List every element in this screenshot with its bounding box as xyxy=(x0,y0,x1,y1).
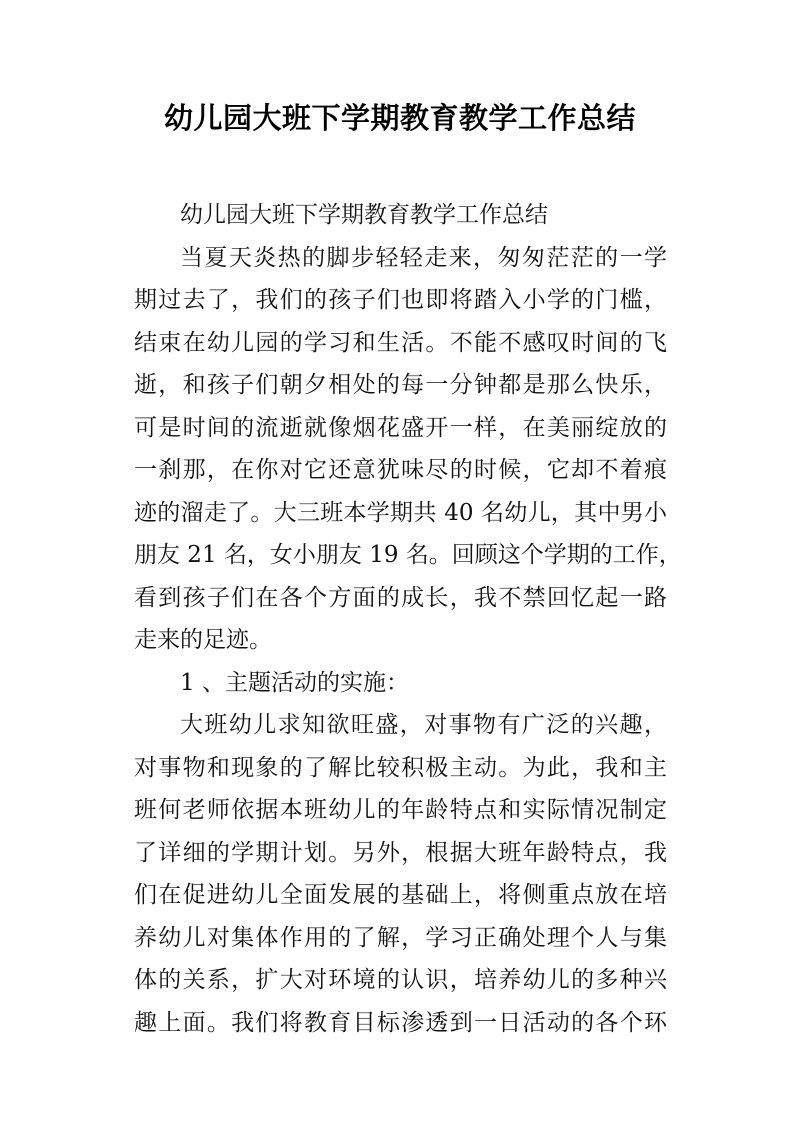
body-line: 趣上面。我们将教育目标渗透到一日活动的各个环 xyxy=(134,1009,667,1036)
body-line: 当夏天炎热的脚步轻轻走来，匆匆茫茫的一学 xyxy=(180,244,667,271)
body-line: 朋友 21 名，女小朋友 19 名。回顾这个学期的工作， xyxy=(134,542,682,568)
body-line: 大班幼儿求知欲旺盛，对事物有广泛的兴趣， xyxy=(180,712,667,738)
body-line: 体的关系，扩大对环境的认识，培养幼儿的多种兴 xyxy=(134,967,667,993)
body-line: 走来的足迹。 xyxy=(134,627,272,653)
body-line: 看到孩子们在各个方面的成长，我不禁回忆起一路 xyxy=(134,584,667,611)
body-line: 可是时间的流逝就像烟花盛开一样，在美丽绽放的 xyxy=(134,414,667,441)
document-body xyxy=(134,194,682,1044)
body-line: 了详细的学期计划。另外，根据大班年龄特点，我 xyxy=(134,839,667,866)
document-title: 幼儿园大班下学期教育教学工作总结 xyxy=(163,101,636,135)
body-line: 一刹那，在你对它还意犹味尽的时候，它却不着痕 xyxy=(134,457,667,483)
body-line: 对事物和现象的了解比较积极主动。为此，我和主 xyxy=(134,754,667,781)
body-line: 们在促进幼儿全面发展的基础上，将侧重点放在培 xyxy=(134,882,667,908)
body-line: 1 、主题活动的实施： xyxy=(180,669,409,696)
body-line: 幼儿园大班下学期教育教学工作总结 xyxy=(180,202,548,228)
body-line: 迹的溜走了。大三班本学期共 40 名幼儿，其中男小 xyxy=(134,499,667,526)
body-line: 结束在幼儿园的学习和生活。不能不感叹时间的飞 xyxy=(134,329,667,356)
body-line: 班何老师依据本班幼儿的年龄特点和实际情况制定 xyxy=(134,797,667,823)
body-line: 逝，和孩子们朝夕相处的每一分钟都是那么快乐， xyxy=(134,372,667,398)
body-line: 期过去了，我们的孩子们也即将踏入小学的门槛， xyxy=(134,287,667,313)
body-line: 养幼儿对集体作用的了解，学习正确处理个人与集 xyxy=(134,924,667,951)
